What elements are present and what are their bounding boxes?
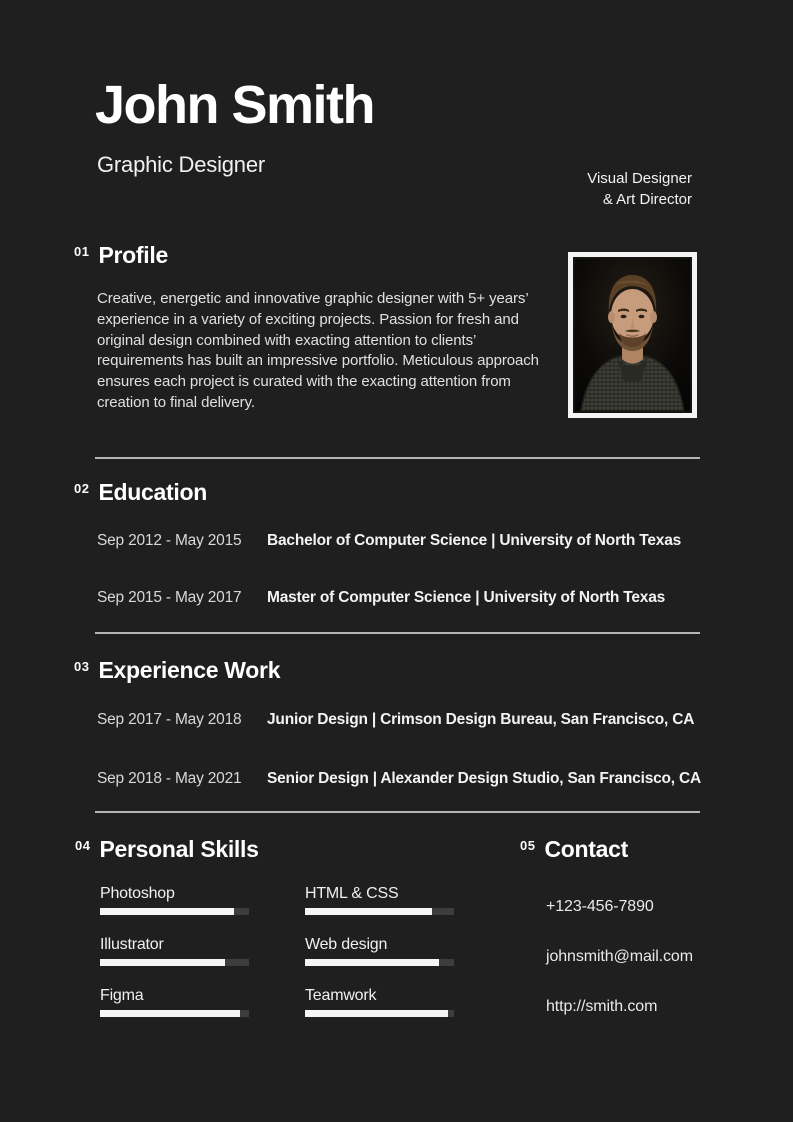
contact-website: http://smith.com (546, 998, 658, 1015)
experience-period: Sep 2017 - May 2018 (97, 711, 242, 728)
education-row (97, 532, 717, 550)
portrait-photo-frame (568, 252, 697, 418)
skill-label: HTML & CSS (305, 885, 399, 902)
section-number: 01 (74, 244, 90, 259)
skill-label: Illustrator (100, 936, 164, 953)
section-divider (95, 457, 700, 459)
education-detail: Master of Computer Science | University of North Texas (267, 589, 666, 606)
experience-period: Sep 2018 - May 2021 (97, 770, 242, 787)
skill-label: Photoshop (100, 885, 175, 902)
skill-item (305, 884, 455, 915)
experience-row (97, 770, 717, 788)
skill-bar-track (305, 1010, 454, 1017)
section-title: Profile (98, 242, 168, 268)
education-period: Sep 2015 - May 2017 (97, 589, 242, 606)
person-role: Graphic Designer (97, 152, 265, 177)
skills-column-left (100, 884, 250, 1037)
skill-bar-track (100, 959, 249, 966)
skill-item (305, 986, 455, 1017)
education-period: Sep 2012 - May 2015 (97, 532, 242, 549)
skill-bar-fill (305, 1010, 448, 1017)
skill-label: Teamwork (305, 987, 377, 1004)
skill-bar-track (100, 908, 249, 915)
experience-section-heading (74, 658, 280, 683)
skill-bar-fill (100, 908, 234, 915)
portrait-photo-graphic (575, 259, 690, 411)
skill-bar-track (100, 1010, 249, 1017)
portrait-photo (573, 257, 692, 413)
skill-bar-track (305, 908, 454, 915)
section-number: 02 (74, 481, 90, 496)
contact-section-heading (520, 837, 628, 862)
section-title: Experience Work (98, 657, 281, 683)
skill-bar-fill (100, 959, 225, 966)
education-row (97, 589, 717, 607)
education-section-heading (74, 480, 207, 505)
skill-bar-fill (100, 1010, 240, 1017)
tagline-line-2: & Art Director (602, 191, 692, 208)
section-number: 05 (520, 838, 536, 853)
tagline-line-1: Visual Designer (587, 170, 692, 187)
skill-label: Web design (305, 936, 388, 953)
skills-column-right (305, 884, 455, 1037)
skill-bar-fill (305, 908, 432, 915)
section-title: Personal Skills (99, 836, 259, 862)
skills-section-heading (75, 837, 259, 862)
experience-detail: Senior Design | Alexander Design Studio, San Francisco, CA (267, 770, 702, 787)
section-number: 03 (74, 659, 90, 674)
profile-summary-text: Creative, energetic and innovative graphic designer with 5+ years’ experience in a variety of exciting projects. Passion for fresh and original design combined with exacting attention to clients’ requirements has built an impressive portfolio. Meticulous approach ensures each project is curated with the exacting attention from creation to final delivery. (97, 290, 539, 411)
section-title: Education (98, 479, 207, 505)
skill-bar-fill (305, 959, 439, 966)
skill-item (305, 935, 455, 966)
section-divider (95, 632, 700, 634)
skill-item (100, 935, 250, 966)
contact-email: johnsmith@mail.com (546, 948, 693, 965)
experience-detail: Junior Design | Crimson Design Bureau, San Francisco, CA (267, 711, 695, 728)
education-detail: Bachelor of Computer Science | University of North Texas (267, 532, 682, 549)
skill-bar-track (305, 959, 454, 966)
tagline (587, 168, 692, 210)
skill-item (100, 884, 250, 915)
experience-row (97, 711, 717, 729)
skill-item (100, 986, 250, 1017)
section-title: Contact (544, 836, 628, 862)
profile-section-heading (74, 243, 168, 268)
section-number: 04 (75, 838, 91, 853)
person-name: John Smith (95, 75, 374, 135)
contact-phone: +123-456-7890 (546, 898, 654, 915)
skill-label: Figma (100, 987, 144, 1004)
section-divider (95, 811, 700, 813)
